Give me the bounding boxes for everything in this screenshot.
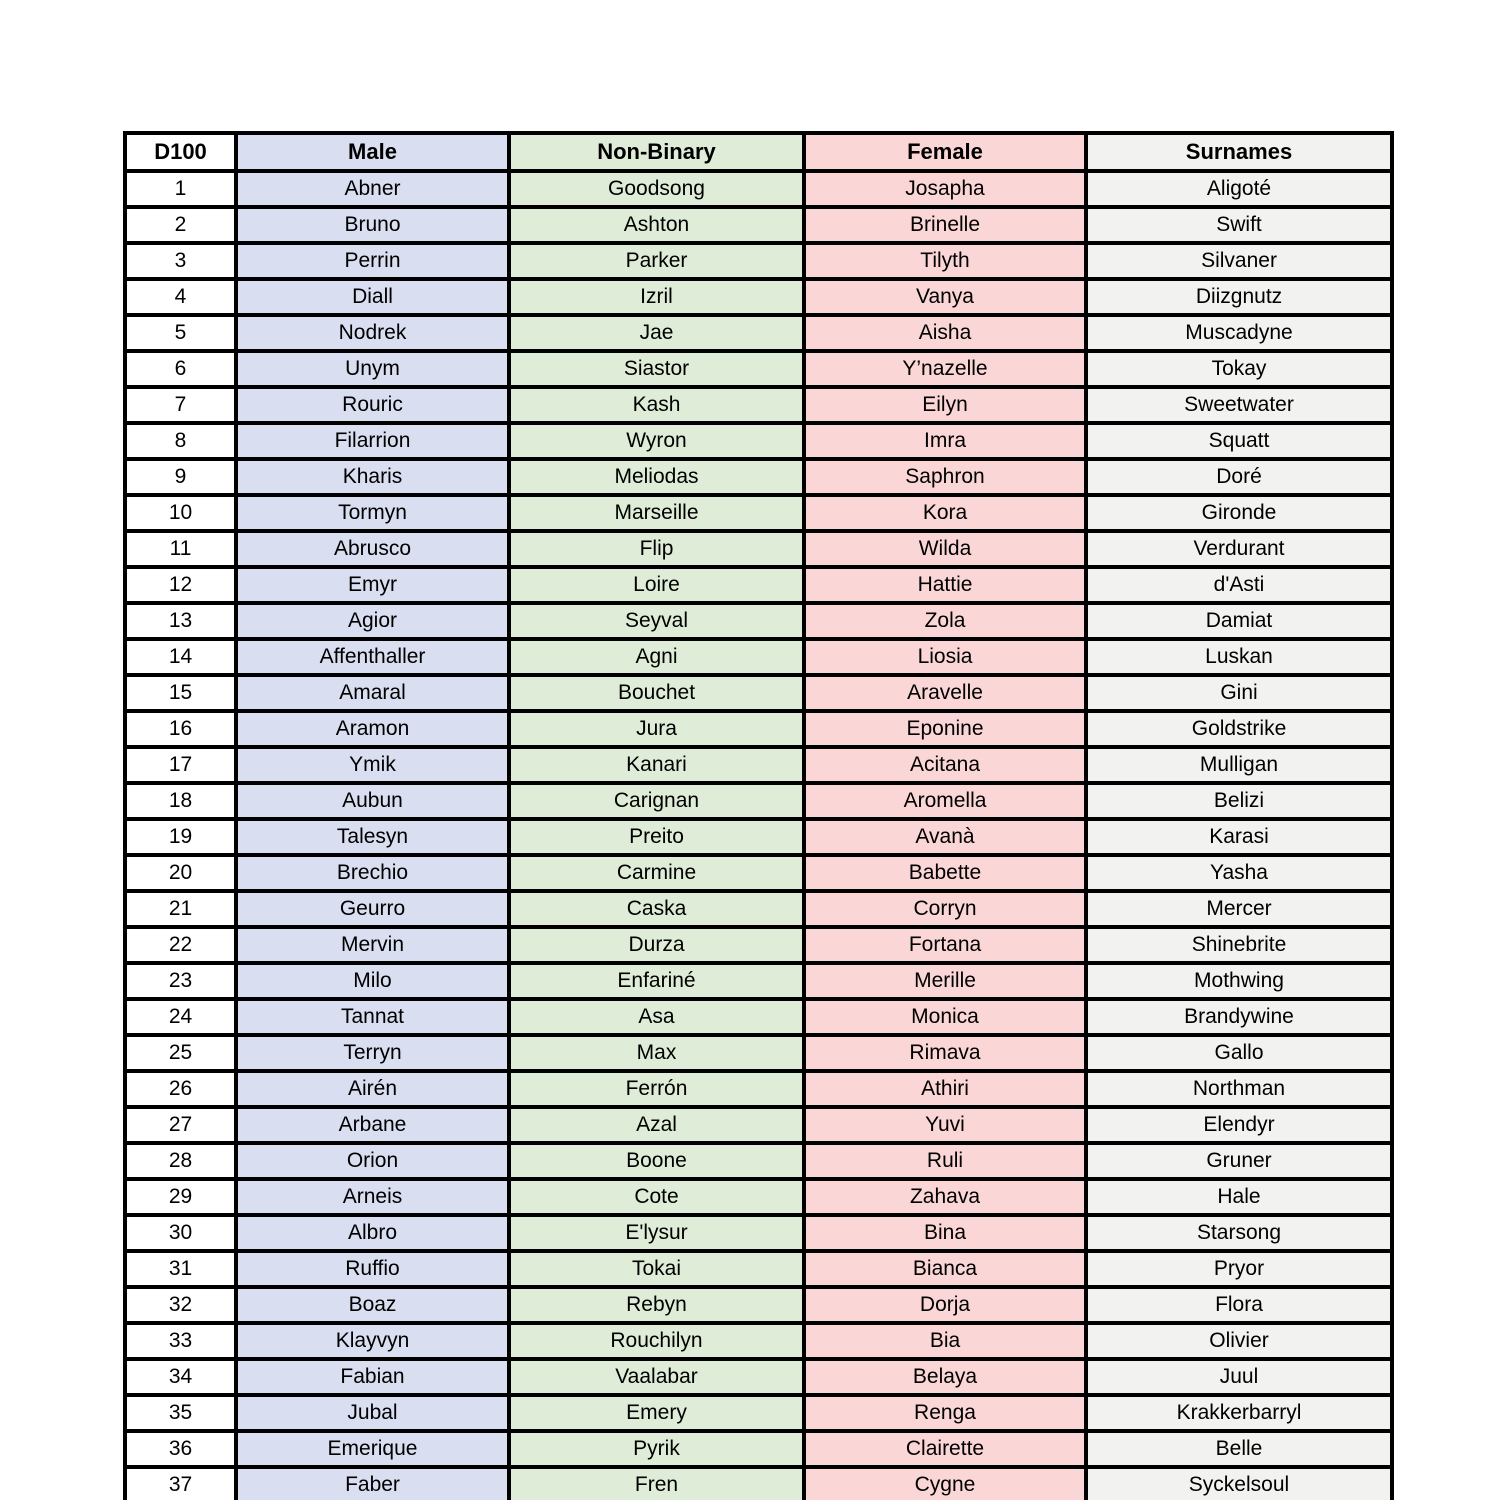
female-name-cell: Merille: [804, 963, 1086, 999]
table-row: [125, 783, 1392, 819]
nonbinary-name-cell: Enfariné: [509, 963, 804, 999]
female-name-cell: Yuvi: [804, 1107, 1086, 1143]
female-name-cell: Y’nazelle: [804, 351, 1086, 387]
nonbinary-name-cell: Izril: [509, 279, 804, 315]
surname-cell: Karasi: [1086, 819, 1392, 855]
female-name-cell: Dorja: [804, 1287, 1086, 1323]
nonbinary-name-cell: Loire: [509, 567, 804, 603]
d100-cell: 20: [125, 855, 236, 891]
nonbinary-name-cell: Preito: [509, 819, 804, 855]
d100-cell: 23: [125, 963, 236, 999]
surname-cell: Yasha: [1086, 855, 1392, 891]
d100-cell: 11: [125, 531, 236, 567]
male-name-cell: Terryn: [236, 1035, 509, 1071]
female-name-cell: Corryn: [804, 891, 1086, 927]
header-non-binary: Non-Binary: [509, 133, 804, 171]
table-row: [125, 567, 1392, 603]
d100-cell: 29: [125, 1179, 236, 1215]
table-row: [125, 171, 1392, 207]
female-name-cell: Wilda: [804, 531, 1086, 567]
female-name-cell: Vanya: [804, 279, 1086, 315]
surname-cell: Muscadyne: [1086, 315, 1392, 351]
male-name-cell: Affenthaller: [236, 639, 509, 675]
male-name-cell: Geurro: [236, 891, 509, 927]
surname-cell: Pryor: [1086, 1251, 1392, 1287]
nonbinary-name-cell: Agni: [509, 639, 804, 675]
female-name-cell: Aisha: [804, 315, 1086, 351]
female-name-cell: Cygne: [804, 1467, 1086, 1500]
female-name-cell: Athiri: [804, 1071, 1086, 1107]
male-name-cell: Klayvyn: [236, 1323, 509, 1359]
nonbinary-name-cell: Carignan: [509, 783, 804, 819]
surname-cell: Juul: [1086, 1359, 1392, 1395]
male-name-cell: Faber: [236, 1467, 509, 1500]
d100-cell: 30: [125, 1215, 236, 1251]
surname-cell: Sweetwater: [1086, 387, 1392, 423]
d100-cell: 27: [125, 1107, 236, 1143]
table-row: [125, 495, 1392, 531]
female-name-cell: Liosia: [804, 639, 1086, 675]
table-row: [125, 1107, 1392, 1143]
male-name-cell: Ruffio: [236, 1251, 509, 1287]
female-name-cell: Kora: [804, 495, 1086, 531]
d100-cell: 26: [125, 1071, 236, 1107]
female-name-cell: Belaya: [804, 1359, 1086, 1395]
d100-cell: 6: [125, 351, 236, 387]
table-row: [125, 1467, 1392, 1500]
female-name-cell: Acitana: [804, 747, 1086, 783]
male-name-cell: Emyr: [236, 567, 509, 603]
surname-cell: Diizgnutz: [1086, 279, 1392, 315]
female-name-cell: Clairette: [804, 1431, 1086, 1467]
male-name-cell: Kharis: [236, 459, 509, 495]
table-row: [125, 1395, 1392, 1431]
d100-cell: 19: [125, 819, 236, 855]
female-name-cell: Tilyth: [804, 243, 1086, 279]
d100-cell: 21: [125, 891, 236, 927]
female-name-cell: Josapha: [804, 171, 1086, 207]
table-row: [125, 675, 1392, 711]
female-name-cell: Zahava: [804, 1179, 1086, 1215]
table-row: [125, 1431, 1392, 1467]
male-name-cell: Albro: [236, 1215, 509, 1251]
male-name-cell: Nodrek: [236, 315, 509, 351]
male-name-cell: Agior: [236, 603, 509, 639]
surname-cell: Swift: [1086, 207, 1392, 243]
male-name-cell: Arbane: [236, 1107, 509, 1143]
table-row: [125, 891, 1392, 927]
table-row: [125, 351, 1392, 387]
female-name-cell: Bina: [804, 1215, 1086, 1251]
table-row: [125, 459, 1392, 495]
nonbinary-name-cell: Vaalabar: [509, 1359, 804, 1395]
nonbinary-name-cell: Durza: [509, 927, 804, 963]
name-table-body: [125, 171, 1392, 1500]
female-name-cell: Brinelle: [804, 207, 1086, 243]
male-name-cell: Unym: [236, 351, 509, 387]
surname-cell: Brandywine: [1086, 999, 1392, 1035]
surname-cell: Elendyr: [1086, 1107, 1392, 1143]
nonbinary-name-cell: Meliodas: [509, 459, 804, 495]
male-name-cell: Boaz: [236, 1287, 509, 1323]
female-name-cell: Saphron: [804, 459, 1086, 495]
female-name-cell: Imra: [804, 423, 1086, 459]
header-row: [125, 133, 1392, 171]
nonbinary-name-cell: Jura: [509, 711, 804, 747]
d100-cell: 17: [125, 747, 236, 783]
table-row: [125, 315, 1392, 351]
female-name-cell: Bianca: [804, 1251, 1086, 1287]
nonbinary-name-cell: Carmine: [509, 855, 804, 891]
nonbinary-name-cell: Jae: [509, 315, 804, 351]
surname-cell: Starsong: [1086, 1215, 1392, 1251]
header-d100: D100: [125, 133, 236, 171]
d100-cell: 16: [125, 711, 236, 747]
table-row: [125, 747, 1392, 783]
d100-cell: 10: [125, 495, 236, 531]
header-male: Male: [236, 133, 509, 171]
header-female: Female: [804, 133, 1086, 171]
surname-cell: Syckelsoul: [1086, 1467, 1392, 1500]
d100-cell: 36: [125, 1431, 236, 1467]
d100-cell: 24: [125, 999, 236, 1035]
header-surnames: Surnames: [1086, 133, 1392, 171]
female-name-cell: Eponine: [804, 711, 1086, 747]
male-name-cell: Abrusco: [236, 531, 509, 567]
d100-cell: 22: [125, 927, 236, 963]
surname-cell: Squatt: [1086, 423, 1392, 459]
nonbinary-name-cell: Ferrón: [509, 1071, 804, 1107]
d100-cell: 5: [125, 315, 236, 351]
surname-cell: Belle: [1086, 1431, 1392, 1467]
d100-cell: 25: [125, 1035, 236, 1071]
d100-cell: 14: [125, 639, 236, 675]
table-row: [125, 603, 1392, 639]
male-name-cell: Aubun: [236, 783, 509, 819]
surname-cell: Goldstrike: [1086, 711, 1392, 747]
male-name-cell: Tormyn: [236, 495, 509, 531]
female-name-cell: Renga: [804, 1395, 1086, 1431]
female-name-cell: Fortana: [804, 927, 1086, 963]
male-name-cell: Diall: [236, 279, 509, 315]
table-row: [125, 711, 1392, 747]
d100-cell: 7: [125, 387, 236, 423]
table-row: [125, 927, 1392, 963]
female-name-cell: Monica: [804, 999, 1086, 1035]
surname-cell: Mulligan: [1086, 747, 1392, 783]
female-name-cell: Avanà: [804, 819, 1086, 855]
male-name-cell: Tannat: [236, 999, 509, 1035]
nonbinary-name-cell: Boone: [509, 1143, 804, 1179]
surname-cell: Olivier: [1086, 1323, 1392, 1359]
nonbinary-name-cell: Caska: [509, 891, 804, 927]
surname-cell: Damiat: [1086, 603, 1392, 639]
female-name-cell: Eilyn: [804, 387, 1086, 423]
nonbinary-name-cell: Tokai: [509, 1251, 804, 1287]
male-name-cell: Aramon: [236, 711, 509, 747]
nonbinary-name-cell: Kanari: [509, 747, 804, 783]
male-name-cell: Milo: [236, 963, 509, 999]
table-row: [125, 1071, 1392, 1107]
nonbinary-name-cell: Goodsong: [509, 171, 804, 207]
nonbinary-name-cell: Cote: [509, 1179, 804, 1215]
table-row: [125, 1179, 1392, 1215]
table-row: [125, 387, 1392, 423]
d100-cell: 9: [125, 459, 236, 495]
table-row: [125, 819, 1392, 855]
nonbinary-name-cell: Fren: [509, 1467, 804, 1500]
nonbinary-name-cell: Bouchet: [509, 675, 804, 711]
d100-cell: 3: [125, 243, 236, 279]
d100-cell: 2: [125, 207, 236, 243]
male-name-cell: Orion: [236, 1143, 509, 1179]
male-name-cell: Arneis: [236, 1179, 509, 1215]
nonbinary-name-cell: E'lysur: [509, 1215, 804, 1251]
nonbinary-name-cell: Asa: [509, 999, 804, 1035]
female-name-cell: Ruli: [804, 1143, 1086, 1179]
surname-cell: Tokay: [1086, 351, 1392, 387]
surname-cell: Mercer: [1086, 891, 1392, 927]
male-name-cell: Abner: [236, 171, 509, 207]
d100-cell: 8: [125, 423, 236, 459]
male-name-cell: Amaral: [236, 675, 509, 711]
table-row: [125, 279, 1392, 315]
table-row: [125, 1359, 1392, 1395]
table-row: [125, 1035, 1392, 1071]
male-name-cell: Rouric: [236, 387, 509, 423]
surname-cell: Mothwing: [1086, 963, 1392, 999]
male-name-cell: Filarrion: [236, 423, 509, 459]
surname-cell: Doré: [1086, 459, 1392, 495]
d100-name-table: [123, 131, 1394, 1500]
table-header: [125, 133, 1392, 171]
nonbinary-name-cell: Kash: [509, 387, 804, 423]
male-name-cell: Brechio: [236, 855, 509, 891]
d100-cell: 13: [125, 603, 236, 639]
nonbinary-name-cell: Siastor: [509, 351, 804, 387]
nonbinary-name-cell: Rouchilyn: [509, 1323, 804, 1359]
nonbinary-name-cell: Seyval: [509, 603, 804, 639]
female-name-cell: Rimava: [804, 1035, 1086, 1071]
table-row: [125, 1323, 1392, 1359]
female-name-cell: Hattie: [804, 567, 1086, 603]
d100-cell: 12: [125, 567, 236, 603]
table-row: [125, 1143, 1392, 1179]
d100-cell: 37: [125, 1467, 236, 1500]
nonbinary-name-cell: Wyron: [509, 423, 804, 459]
surname-cell: Flora: [1086, 1287, 1392, 1323]
male-name-cell: Jubal: [236, 1395, 509, 1431]
nonbinary-name-cell: Parker: [509, 243, 804, 279]
table-row: [125, 999, 1392, 1035]
male-name-cell: Airén: [236, 1071, 509, 1107]
female-name-cell: Aromella: [804, 783, 1086, 819]
d100-cell: 4: [125, 279, 236, 315]
surname-cell: Gallo: [1086, 1035, 1392, 1071]
d100-cell: 28: [125, 1143, 236, 1179]
table-row: [125, 1287, 1392, 1323]
table-row: [125, 855, 1392, 891]
table-row: [125, 423, 1392, 459]
nonbinary-name-cell: Flip: [509, 531, 804, 567]
female-name-cell: Babette: [804, 855, 1086, 891]
d100-cell: 15: [125, 675, 236, 711]
d100-name-table-container: [123, 131, 1394, 1500]
male-name-cell: Mervin: [236, 927, 509, 963]
nonbinary-name-cell: Pyrik: [509, 1431, 804, 1467]
d100-cell: 33: [125, 1323, 236, 1359]
surname-cell: Shinebrite: [1086, 927, 1392, 963]
surname-cell: Gruner: [1086, 1143, 1392, 1179]
d100-cell: 18: [125, 783, 236, 819]
surname-cell: Krakkerbarryl: [1086, 1395, 1392, 1431]
male-name-cell: Bruno: [236, 207, 509, 243]
d100-cell: 32: [125, 1287, 236, 1323]
nonbinary-name-cell: Ashton: [509, 207, 804, 243]
table-row: [125, 531, 1392, 567]
table-row: [125, 1215, 1392, 1251]
table-row: [125, 963, 1392, 999]
nonbinary-name-cell: Rebyn: [509, 1287, 804, 1323]
d100-cell: 34: [125, 1359, 236, 1395]
nonbinary-name-cell: Emery: [509, 1395, 804, 1431]
table-row: [125, 207, 1392, 243]
male-name-cell: Ymik: [236, 747, 509, 783]
d100-cell: 35: [125, 1395, 236, 1431]
male-name-cell: Emerique: [236, 1431, 509, 1467]
surname-cell: d'Asti: [1086, 567, 1392, 603]
male-name-cell: Talesyn: [236, 819, 509, 855]
table-row: [125, 639, 1392, 675]
surname-cell: Verdurant: [1086, 531, 1392, 567]
surname-cell: Luskan: [1086, 639, 1392, 675]
male-name-cell: Fabian: [236, 1359, 509, 1395]
surname-cell: Hale: [1086, 1179, 1392, 1215]
d100-cell: 31: [125, 1251, 236, 1287]
table-row: [125, 1251, 1392, 1287]
female-name-cell: Bia: [804, 1323, 1086, 1359]
surname-cell: Silvaner: [1086, 243, 1392, 279]
table-row: [125, 243, 1392, 279]
surname-cell: Belizi: [1086, 783, 1392, 819]
surname-cell: Gini: [1086, 675, 1392, 711]
d100-cell: 1: [125, 171, 236, 207]
female-name-cell: Zola: [804, 603, 1086, 639]
surname-cell: Aligoté: [1086, 171, 1392, 207]
nonbinary-name-cell: Max: [509, 1035, 804, 1071]
surname-cell: Northman: [1086, 1071, 1392, 1107]
nonbinary-name-cell: Marseille: [509, 495, 804, 531]
surname-cell: Gironde: [1086, 495, 1392, 531]
nonbinary-name-cell: Azal: [509, 1107, 804, 1143]
female-name-cell: Aravelle: [804, 675, 1086, 711]
male-name-cell: Perrin: [236, 243, 509, 279]
